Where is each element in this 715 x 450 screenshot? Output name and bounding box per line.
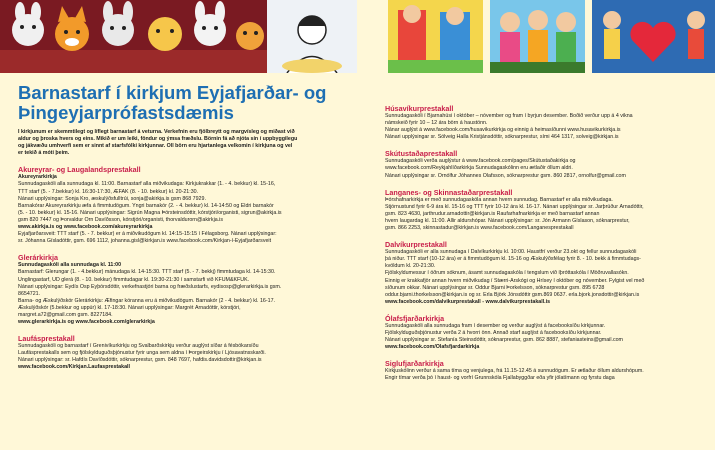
section-text-line: Barnakórar Akureyrarkirkju æfa á fimmtudögum. Yngri barnakór (2. - 4. bekkur) kl. 14-14:50 og Eldri barnakór — [18, 202, 274, 209]
section-title: Akureyrar- og Laugalandsprestakall — [18, 165, 141, 175]
intro-line: er tekið á móti þeim. — [18, 150, 70, 157]
section-akureyrar-og-laugalandsprestakall — [18, 165, 364, 245]
section-text-line: www.facebook.com/Kirkjan.Laufasprestakall — [18, 364, 130, 371]
right-sections — [385, 104, 703, 382]
section-text-line: Fjölskylduguðsþjónustur verða 2 á hvorri önn. Annað starf auglýst á facebooksíðu kirkjunnar. — [385, 329, 602, 336]
colorful-drawing-image-2 — [490, 0, 585, 73]
section-title: Laufásprestakall — [18, 334, 75, 344]
section-text-line: Nánari upplýsingar: Sonja Kro, æskulýðsfulltrúi, sonja@akirkja.is gsm 868 7929. — [18, 195, 206, 202]
heart-drawing-image — [592, 0, 715, 73]
section-text-line: Sunnudagaskóli er alla sunnudaga í Dalvíkurkirkju kl. 10:00. Haustfrí verður 23.okt og fellur sunnudagaskóli — [385, 249, 637, 256]
intro-line: Í kirkjunum er skemmtilegt og líflegt barnastarf á veturna. Verkefnin eru fjölbreytt og margvísleg og miðast við — [18, 129, 295, 135]
section-text-line: Nánari upplýsingar sr. Örnólfur Jóhannes Ólafsson, sóknarprestur gsm. 860 2817, ornolfur@gmail.com — [385, 172, 626, 179]
section-langanes-og-skinnasta-arprestakall — [385, 188, 703, 232]
section-text-line: Akureyrarkirkja — [18, 174, 57, 181]
section-text-line: Nánari upplýsingar: Eydís Ösp Eyþórsdóttir, verkefnastjóri barna og fræðslustarfs, eydisosp@glerarkirkja.is gsm. — [18, 283, 282, 290]
section-text-line: www.facebook.com/Olafsfjardarkirkja — [385, 344, 480, 351]
section-text-line: 8654721. — [18, 290, 41, 297]
section-text-line: gsm. 866 2253, skinnastadur@kirkjan.is www.facebook.com/Langanesprestakall — [385, 225, 574, 232]
section-text-line: Þórshafnarkirkja er með sunnudagaskóla annan hvern sunnudag. Barnastarf er alla miðvikudaga. — [385, 196, 613, 203]
section-title: Húsavíkurprestakall — [385, 104, 454, 113]
section-text-line: Eyjafjarðarsveit: TTT starf (5. - 7. bekkur) er á miðvikudögum kl. 14:15-15:15 í Félagsborg. Nánari upplýsingar: — [18, 231, 277, 238]
section-text-line: kvöldum kl. 20-21:30. — [385, 263, 436, 270]
section-text-line: www.facebook.com/dalvikurprestakall - www.dalvikurprestakall.is — [385, 298, 551, 305]
section-text-line: Stjórnustund fyrir 6-9 ára kl. 15-16 og TTT fyrir 10-12 ára kl. 16-17. Nánari upplýsingar sr. Jarþrúður Árnadóttir, — [385, 203, 644, 210]
section-text-line: námskeið fyrir 10 – 12 ára börn á haustönn. — [385, 120, 488, 127]
section-text-line: Engir tímar verða þó í haust- og vorfrí Grunnskóla Fjallabyggðar eða yfir jólatímann og fyrstu daga — [385, 375, 615, 382]
page-title — [18, 83, 364, 123]
children-crafts-image — [0, 0, 267, 73]
section-text-line: Sunnudagaskóli og barnastarf í Grenivíkurkirkju og Svalbarðskirkju verður auglýst síðar á fésbókarsíðu — [18, 343, 259, 350]
title-line-1: Barnastarf í kirkjum Eyjafjarðar- og — [18, 82, 327, 103]
section-text-line: sr. Jóhanna Gísladóttir, gsm. 696 1112, johanna.gisl@kirkjan.is www.facebook.com/Kirkjan-í-Eyjafjarðarsveit — [18, 238, 272, 245]
intro-paragraph — [18, 129, 364, 157]
section-title: Glerárkirkja — [18, 253, 58, 263]
section-title: Langanes- og Skinnastaðarprestakall — [385, 187, 513, 197]
banner — [0, 0, 715, 75]
left-sections — [18, 165, 364, 371]
section-siglufjar-arkirkja — [385, 359, 703, 382]
section-text-line: www.glerarkirkja.is og www.facebook.com/glerarkirkja — [18, 319, 155, 326]
section-glerarkirkja — [18, 253, 364, 326]
section-text-line: TTT starf (5. - 7.bekkur) kl. 16:30-17:30, ÆFAK (8. - 10. bekkur) kl. 20-21:30. — [18, 188, 199, 195]
section-text-line: Einnig er krakkafjör annan hvern miðvikudag í Stærri-Árskógi og Hrísey í október og nóvember. Fylgist vel með — [385, 277, 645, 284]
section-title: Dalvíkurprestakall — [385, 240, 447, 250]
right-column — [385, 104, 703, 382]
section-text-line: Sunnudagaskóli alla sunnudaga kl. 11:00. Barnastarf alla miðvikudaga: Kirkjukrakkar (1. - 4. bekkur) kl. 15-16, — [18, 181, 276, 188]
section-text-line: (5. - 10. bekkur) kl. 15-16. Nánari upplýsingar: Sigrún Magna Þórsteinsdóttir, kórstjóri/organisti, sigrun@akirkja.is — [18, 209, 282, 216]
section-laufasprestakall — [18, 334, 364, 371]
section-text-line: oddur.bjarni.thorkelsson@kirkjan.is og sr. Erla Björk Jónsdóttir gsm.869 0637. erla.bjork.jonsdottir@kirkjan.is — [385, 291, 640, 298]
section-text-line: Nánar auglýst á www.facebook.com/husavikurkirkja og einnig á heimasíðunni www.husavikurkirkja.is — [385, 127, 621, 134]
section-text-line: Nánari upplýsingar sr. Stefanía Steinsdóttir, sóknarprestur, gsm. 862 8887, stefaniasteins@gmail.com — [385, 337, 623, 344]
section-text-line: Barnastarf: Glerungar (1. - 4.bekkur) mánudaga kl. 14-15:30. TTT starf (5. - 7. bekkj) fimmtudaga kl. 14-15:30. — [18, 269, 276, 276]
section-text-line: www.akirkja.is og www.facebook.com/akureyrarkirkja — [18, 224, 153, 231]
section-text-line: Kirkjuskólinn verður á sama tíma og venjulega, frá 11.15-12.45 á sunnudögum. Er ætlaður öllum aldurshópum. — [385, 368, 644, 375]
drawing-image — [267, 0, 357, 73]
section-text-line: Unglingastarf, UD glerá (8. - 10. bekkur) fimmtudagar kl. 19:30-21:30 í samstarfi við KFUM&KFUK. — [18, 276, 250, 283]
intro-line: aldur og þroska hvers og eins. Mikið er um leiki, föndur og ýmsa fræðslu. Börnin fá að njóta sín í uppbyggilegu — [18, 136, 298, 143]
section-text-line: síðunum okkar. Nánari upplýsingar sr. Oddur Bjarni Þorkelsson, sóknarprestur gsm. 895 6728 — [385, 284, 605, 291]
section-text-line: Sunnudagaskóli alla sunnudaga kl. 11:00 — [18, 262, 122, 269]
section-skutusta-aprestakall — [385, 149, 703, 179]
colorful-drawing-image-1 — [388, 0, 483, 73]
intro-line: og jákvæðu umhverfi sem er sinnt af starfsfólki kirkjunnar. Öll börn eru hjartanlega velkomin í kirkjuna og vel — [18, 143, 293, 150]
section-text-line: Sunnudagaskóli alla sunnudaga fram í desember og verður auglýst á facebooksíðu kirkjunnar. — [385, 322, 606, 329]
section-text-line: margret.a72@gmail.com gsm. 8227184. — [18, 311, 113, 318]
section-text-line: Laufásprestakalls sem og fjölskylduguðsþjónustur fyrir unga sem aldna í Þorgeirskirkju í Ljósavatnsskarði. — [18, 350, 266, 357]
section-dalvikurprestakall — [385, 240, 703, 306]
section-title: Ólafsfjarðarkirkja — [385, 313, 445, 323]
section-olafsfjar-arkirkja — [385, 314, 703, 351]
section-text-line: Nánari upplýsingar sr. Sólveig Halla Kristjánsdóttir, sóknarprestur, sími 464 1317, solveig@kirkjan.is — [385, 134, 619, 141]
title-line-2: Þingeyjarprófastsdæmis — [18, 102, 234, 123]
section-husavikurprestakall — [385, 104, 703, 141]
section-text-line: Sunnudagaskóli í Bjarnahúsi í október – nóvember og fram í byrjun desember. Boðið verður upp á 4 vikna — [385, 113, 633, 119]
section-title: Siglufjarðarkirkja — [385, 359, 444, 369]
section-text-line: Barna- og Æskulýðskór Glerárkirkju: Æfingar kóranna eru á miðvikudögum. Barnakór (2 - 4. bekkur) kl. 16-17. — [18, 297, 276, 304]
main-column — [18, 83, 364, 372]
section-text-line: gsm 820 7447 og Þorvaldur Örn Davíðsson, kórstjóri/organisti, thorvaldurorn@akirkja.is — [18, 216, 223, 223]
section-text-line: Nánari upplýsingar: sr. Hafdís Davíðsdóttir, sóknarprestur, gsm. 848 7697, hafdis.davidsdottir@kirkjan.is — [18, 357, 262, 364]
section-text-line: www.facebook.com/Reykjahlíðarkirkja Sunnudagaskólinn eru ætlaðir öllum aldri. — [385, 165, 573, 172]
section-text-line: þá niður. TTT starf (10-12 ára) er á fimmtudögum kl. 15-16 og Æskulýðsfélag fyrir 8. - 10. bekk á fimmtudags- — [385, 256, 641, 263]
section-text-line: Fjölskyldumessur í öðrum sóknum, ásamt sunnudagaskóla í tengslum við íþróttaskóla í Möðruvallasókn. — [385, 270, 629, 277]
section-text-line: Sunnudagaskóli verða auglýstur á www.facebook.com/pages/Skútustaðakirkja og — [385, 158, 576, 165]
section-text-line: Æskulýðskór (5.bekkur og uppúr) kl. 17-18:30. Nánari upplýsingar: Margrét Árnadóttir, kórstjóri, — [18, 304, 241, 311]
section-text-line: gsm. 823 4630, jarthrudur.arnadottir@kirkjan.is Raufarhafnarkirkja er með barnastarf annan — [385, 210, 600, 217]
section-title: Skútustaðaprestakall — [385, 149, 458, 159]
section-text-line: hvern laugardag kl. 11:00. Allir aldurshópar. Nánari upplýsingar: sr. Jón Ármann Gíslason, sóknarprestur, — [385, 217, 630, 224]
